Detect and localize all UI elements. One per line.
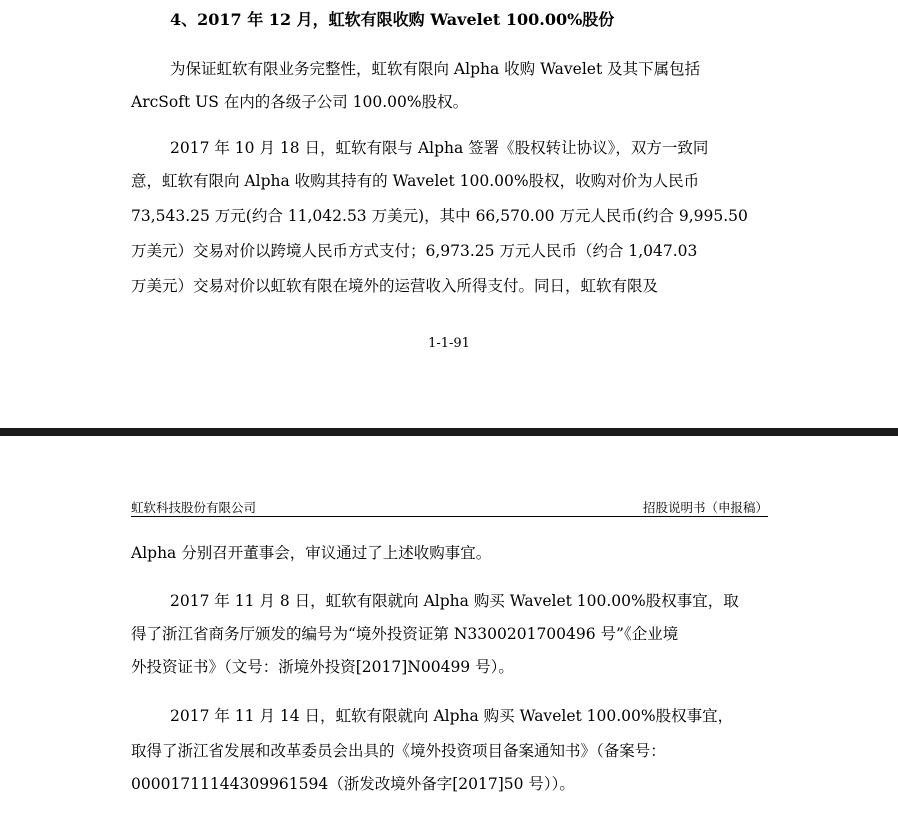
paragraph-2-line-3: 73,543.25 万元(约合 11,042.53 万美元)，其中 66,570.00 万元人民币(约合 9,995.50 — [131, 207, 748, 225]
paragraph-4-line-2: 取得了浙江省发展和改革委员会出具的《境外投资项目备案通知书》（备案号： — [131, 742, 666, 760]
paragraph-3-line-1: 2017 年 11 月 8 日，虹软有限就向 Alpha 购买 Wavelet 100.00%股权事宜，取 — [170, 592, 739, 610]
running-header — [131, 496, 768, 517]
paragraph-3-line-2: 得了浙江省商务厅颁发的编号为“境外投资证第 N3300201700496 号”《企业境 — [131, 625, 679, 643]
header-company-name: 虹软科技股份有限公司 — [131, 500, 257, 515]
document-page-bottom — [0, 436, 898, 816]
section-heading: 4、2017 年 12 月，虹软有限收购 Wavelet 100.00%股份 — [170, 10, 615, 29]
paragraph-4-line-1: 2017 年 11 月 14 日，虹软有限就向 Alpha 购买 Wavelet 100.00%股权事宜， — [170, 707, 734, 725]
continuation-line: Alpha 分别召开董事会，审议通过了上述收购事宜。 — [131, 544, 492, 562]
page-separator — [0, 428, 898, 436]
paragraph-2-line-5: 万美元）交易对价以虹软有限在境外的运营收入所得支付。同日，虹软有限及 — [131, 277, 659, 295]
paragraph-2-line-4: 万美元）交易对价以跨境人民币方式支付；6,973.25 万元人民币（约合 1,047.03 — [131, 242, 698, 260]
page-number: 1-1-91 — [428, 336, 470, 351]
paragraph-1-line-1: 为保证虹软有限业务完整性，虹软有限向 Alpha 收购 Wavelet 及其下属包括 — [170, 60, 701, 78]
header-document-title: 招股说明书（申报稿） — [642, 500, 768, 515]
paragraph-2-line-2: 意，虹软有限向 Alpha 收购其持有的 Wavelet 100.00%股权，收购对价为人民币 — [131, 172, 700, 190]
paragraph-3-line-3: 外投资证书》（文号：浙境外投资[2017]N00499 号）。 — [131, 658, 514, 676]
paragraph-2-line-1: 2017 年 10 月 18 日，虹软有限与 Alpha 签署《股权转让协议》，双方一致同 — [170, 139, 709, 157]
paragraph-1-line-2: ArcSoft US 在内的各级子公司 100.00%股权。 — [131, 93, 469, 111]
paragraph-4-line-3: 00001711144309961594（浙发改境外备字[2017]50 号））。 — [131, 775, 575, 793]
